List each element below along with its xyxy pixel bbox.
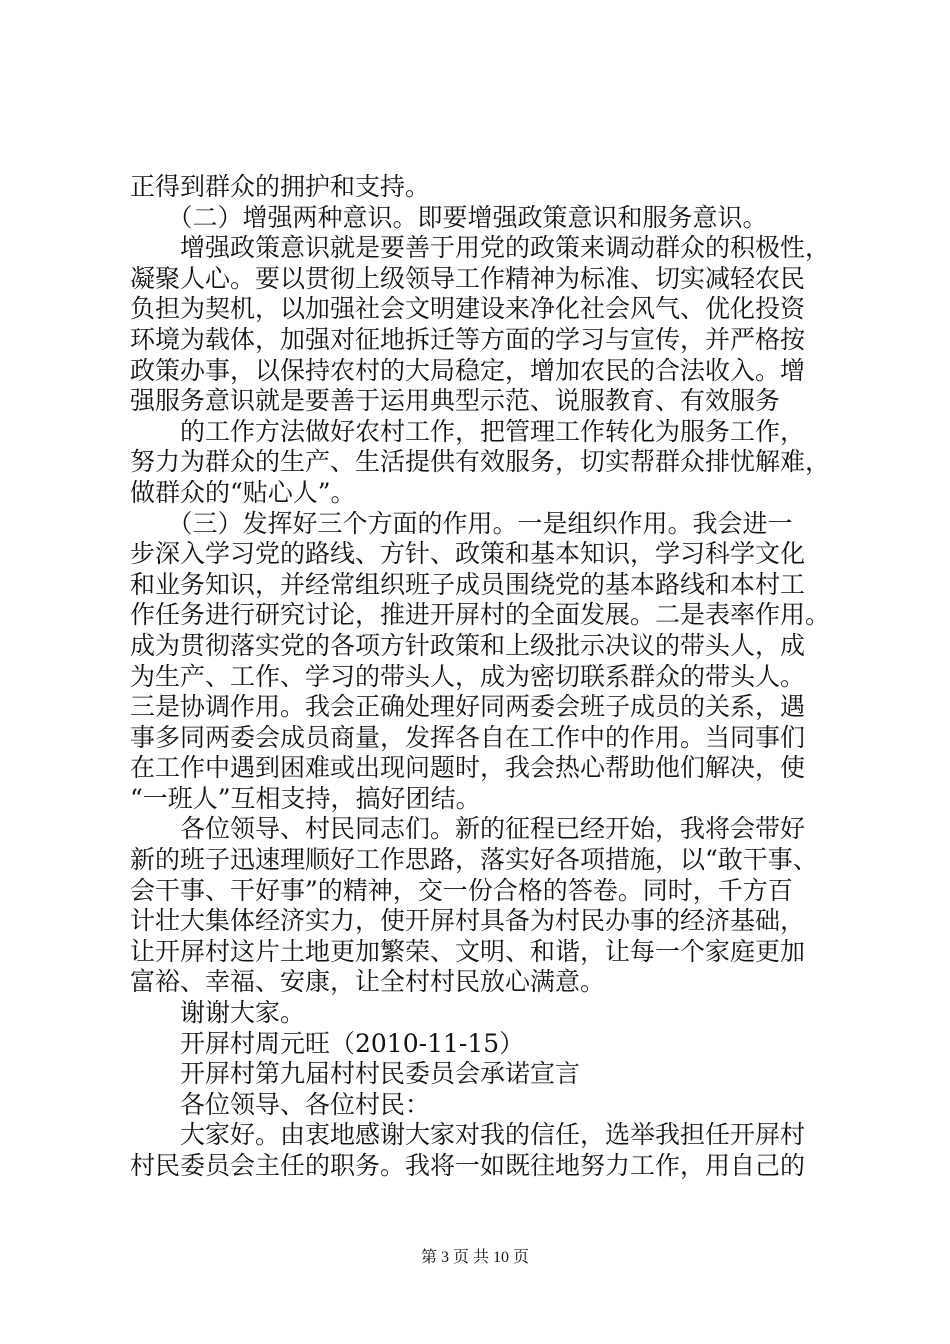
text-line: 大家好。由衷地感谢大家对我的信任，选举我担任开屏村: [130, 1120, 806, 1150]
text-line: 计壮大集体经济实力，使开屏村具备为村民办事的经济基础，: [130, 906, 806, 936]
text-line: 的工作方法做好农村工作，把管理工作转化为服务工作，: [130, 416, 806, 446]
text-line: 强服务意识就是要善于运用典型示范、说服教育、有效服务: [130, 386, 781, 416]
text-line: 富裕、幸福、安康，让全村村民放心满意。: [130, 967, 606, 997]
text-line: 正得到群众的拥护和支持。: [130, 172, 431, 201]
text-line: 增强政策意识就是要善于用党的政策来调动群众的积极性，: [130, 233, 831, 263]
document-body: [130, 172, 830, 1182]
text-line: 开屏村第九届村村民委员会承诺宣言: [130, 1059, 581, 1089]
text-line: （三）发挥好三个方面的作用。一是组织作用。我会进一: [130, 508, 793, 538]
text-line: 为生产、工作、学习的带头人，成为密切联系群众的带头人。: [130, 661, 806, 691]
text-line: 在工作中遇到困难或出现问题时，我会热心帮助他们解决，使: [130, 753, 806, 783]
page-footer: 第 3 页 共 10 页: [420, 1249, 529, 1266]
text-line: 开屏村周元旺（2010-11-15）: [130, 1028, 525, 1058]
text-line: 和业务知识，并经常组织班子成员围绕党的基本路线和本村工: [130, 569, 806, 599]
text-line: 环境为载体，加强对征地拆迁等方面的学习与宣传，并严格按: [130, 324, 806, 354]
text-line: 会干事、干好事”的精神，交一份合格的答卷。同时，千方百: [130, 875, 793, 905]
text-line: 作任务进行研究讨论，推进开屏村的全面发展。二是表率作用。: [130, 600, 831, 630]
text-line: 事多同两委会成员商量，发挥各自在工作中的作用。当同事们: [130, 722, 806, 752]
text-line: 负担为契机，以加强社会文明建设来净化社会风气、优化投资: [130, 294, 806, 324]
text-line: 各位领导、村民同志们。新的征程已经开始，我将会带好: [130, 814, 806, 844]
text-line: 政策办事，以保持农村的大局稳定，增加农民的合法收入。增: [130, 355, 806, 385]
text-line: 努力为群众的生产、生活提供有效服务，切实帮群众排忧解难，: [130, 447, 831, 477]
text-line: 谢谢大家。: [130, 998, 306, 1028]
text-line: 各位领导、各位村民：: [130, 1089, 431, 1119]
text-line: 三是协调作用。我会正确处理好同两委会班子成员的关系，遇: [130, 692, 806, 722]
text-line: 新的班子迅速理顺好工作思路，落实好各项措施，以“敢干事、: [130, 845, 818, 875]
text-line: 凝聚人心。要以贯彻上级领导工作精神为标准、切实减轻农民: [130, 263, 806, 293]
text-line: “一班人”互相支持，搞好团结。: [130, 783, 481, 813]
text-line: （二）增强两种意识。即要增强政策意识和服务意识。: [130, 202, 768, 232]
text-line: 村民委员会主任的职务。我将一如既往地努力工作，用自己的: [130, 1151, 806, 1180]
text-line: 做群众的“贴心人”。: [130, 477, 356, 507]
text-line: 步深入学习党的路线、方针、政策和基本知识，学习科学文化: [130, 539, 806, 569]
text-line: 让开屏村这片土地更加繁荣、文明、和谐，让每一个家庭更加: [130, 936, 806, 966]
text-line: 成为贯彻落实党的各项方针政策和上级批示决议的带头人，成: [130, 630, 806, 660]
